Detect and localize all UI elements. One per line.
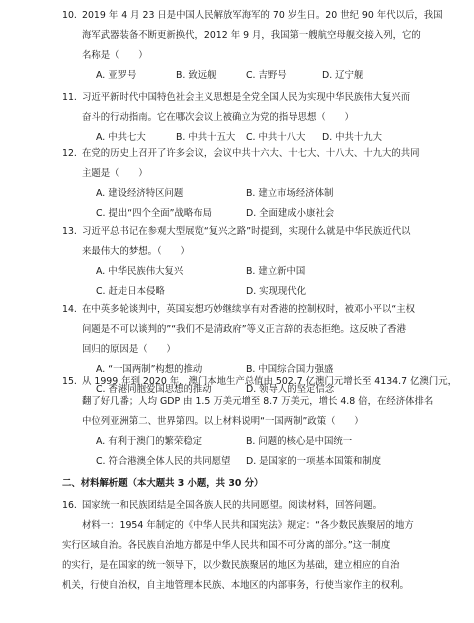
question-number: 14.	[62, 304, 77, 315]
material-passage: 材料一：1954 年制定的《中华人民共和国宪法》规定：“各少数民族聚居的地方 实行区域自治。各民族自治地方都是中华人民共和国不可分离的部分。”这一制度 的实行，是在国家的统一领导下，以少数民族聚居的地区为基础，建立相应的自治 机关，行使自治权，自主地管理本民族、本地区的内部事务，行使当家作主的权利。	[62, 520, 414, 591]
option-b[interactable]: B. 致远舰	[176, 70, 217, 81]
question-stem: 在党的历史上召开了许多会议，会议中共十六大、十七大、十八大、十九大的共同 主题是（ ）	[82, 148, 420, 179]
question-10	[0, 6, 474, 86]
option-c[interactable]: C. 吉野号	[246, 70, 287, 81]
question-number: 10.	[62, 10, 77, 21]
option-a[interactable]: A. 建设经济特区问题	[96, 188, 184, 199]
question-stem: 在中英多轮谈判中，英国妄想巧妙继续享有对香港的控制权时，被邓小平以“主权 问题是不可以谈判的”“我们不是清政府”等义正言辞的表态拒绝。这反映了香港 回归的原因是（ ）	[82, 304, 415, 355]
option-a[interactable]: A. 亚罗号	[96, 70, 137, 81]
options-row	[0, 262, 474, 282]
option-d[interactable]: D. 实现现代化	[246, 286, 307, 297]
question-11	[0, 88, 474, 148]
question-13	[0, 222, 474, 302]
options-row	[0, 184, 474, 204]
question-15	[0, 372, 474, 472]
option-d[interactable]: D. 领导人的坚定信念	[246, 384, 335, 395]
option-b[interactable]: B. 建立新中国	[246, 266, 306, 277]
question-number: 11.	[62, 92, 77, 103]
option-b[interactable]: B. 中共十五大	[176, 132, 236, 143]
question-stem: 习近平总书记在参观大型展览“复兴之路”时提到，实现什么就是中华民族近代以 来最伟大的梦想。（ ）	[82, 226, 411, 257]
question-stem: 从 1999 年到 2020 年，澳门本地生产总值由 502.7 亿澳门元增长至 4134.7 亿澳门元， 翻了好几番；人均 GDP 由 1.5 万美元增至 8.7 万美元，增长 4.8 倍，在经济体排名 中位列亚洲第二、世界第四。以上材料说明“一国两制”政策（ ）	[82, 376, 457, 427]
question-number: 12.	[62, 148, 77, 159]
question-number: 16.	[62, 500, 77, 511]
options-row	[0, 66, 474, 86]
options-row	[0, 432, 474, 452]
option-b[interactable]: B. 问题的核心是中国统一	[246, 436, 353, 447]
option-b[interactable]: B. 建立市场经济体制	[246, 188, 334, 199]
option-d[interactable]: D. 辽宁舰	[322, 70, 364, 81]
option-d[interactable]: D. 中共十九大	[322, 132, 383, 143]
option-c[interactable]: C. 提出“四个全面”战略布局	[96, 208, 212, 219]
option-a[interactable]: A. 有利于澳门的繁荣稳定	[96, 436, 202, 447]
option-c[interactable]: C. 符合港澳全体人民的共同愿望	[96, 456, 231, 467]
option-a[interactable]: A. 中共七大	[96, 132, 146, 143]
question-stem: 习近平新时代中国特色社会主义思想是全党全国人民为实现中华民族伟大复兴而 奋斗的行动指南。它在哪次会议上被确立为党的指导思想（ ）	[82, 92, 411, 123]
option-c[interactable]: C. 中共十八大	[246, 132, 306, 143]
option-a[interactable]: A. 中华民族伟大复兴	[96, 266, 184, 277]
question-16	[0, 496, 474, 516]
question-stem: 国家统一和民族团结是全国各族人民的共同愿望。阅读材料，回答问题。	[82, 500, 383, 511]
option-c[interactable]: C. 赶走日本侵略	[96, 286, 165, 297]
option-c[interactable]: C. 香港同胞爱国思想的推动	[96, 384, 212, 395]
option-a[interactable]: A. “一国两制”构想的推动	[96, 364, 203, 375]
option-b[interactable]: B. 中国综合国力强盛	[246, 364, 334, 375]
options-row	[0, 282, 474, 302]
option-d[interactable]: D. 全面建成小康社会	[246, 208, 335, 219]
question-stem: 2019 年 4 月 23 日是中国人民解放军海军的 70 岁生日。20 世纪 90 年代以后，我国 海军武器装备不断更新换代，2012 年 9 月，我国第一艘航空母舰交接入列，它的 名称是（ ）	[82, 10, 443, 61]
option-d[interactable]: D. 是国家的一项基本国策和制度	[246, 456, 382, 467]
question-number: 15.	[62, 376, 77, 387]
question-12	[0, 144, 474, 224]
options-row	[0, 452, 474, 472]
section-title: 二、材料解析题（本大题共 3 小题，共 30 分）	[62, 478, 264, 489]
question-number: 13.	[62, 226, 77, 237]
options-row	[0, 204, 474, 224]
